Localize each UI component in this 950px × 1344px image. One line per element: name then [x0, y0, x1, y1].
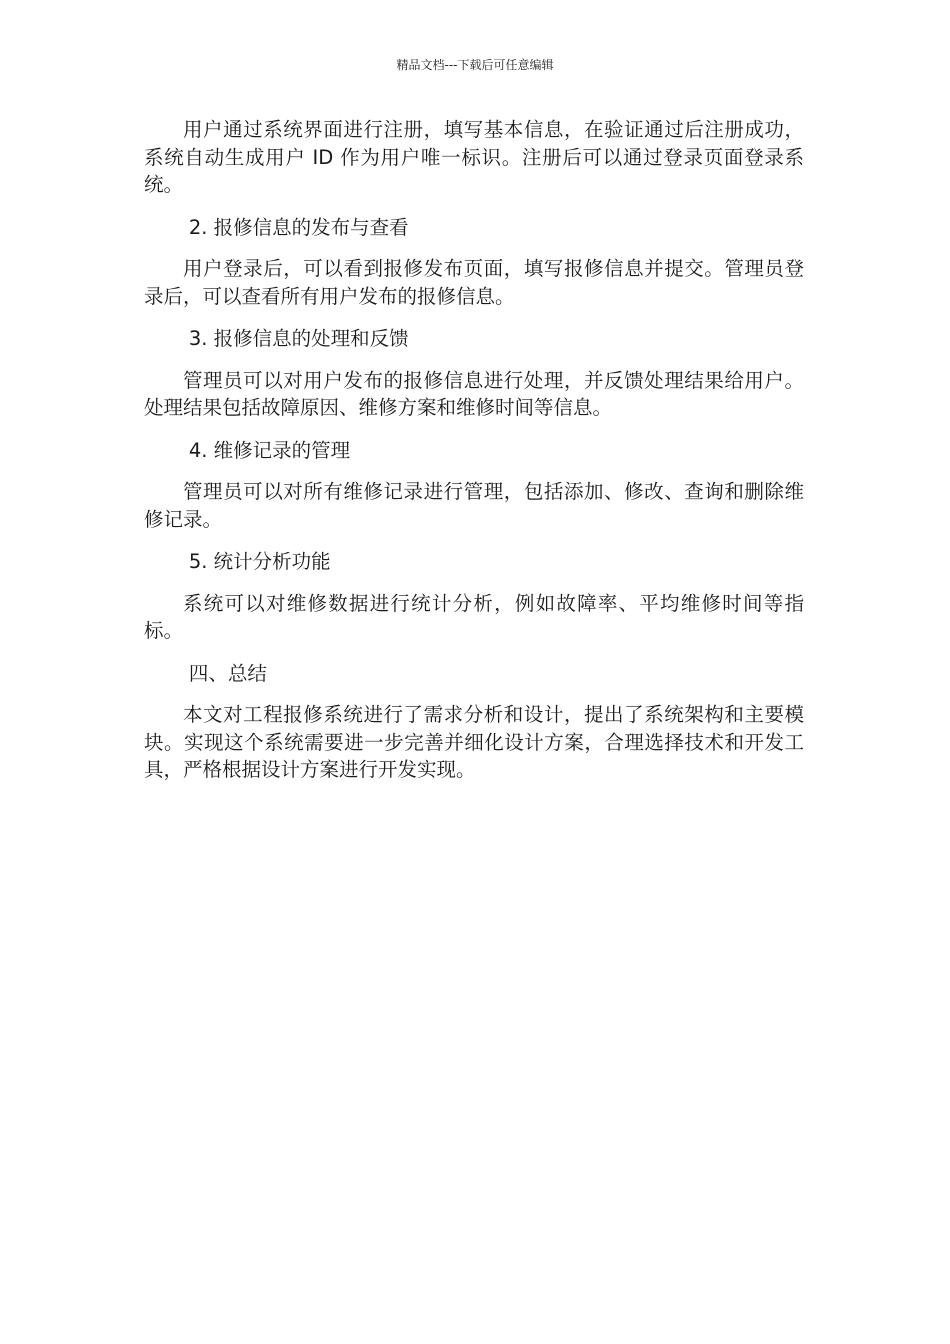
section-heading-summary: 四、总结: [188, 661, 267, 685]
section-heading-repair-publish: 2. 报修信息的发布与查看: [188, 215, 409, 239]
paragraph-registration: 用户通过系统界面进行注册，填写基本信息，在验证通过后注册成功，系统自动生成用户 ID 作为用户唯一标识。注册后可以通过登录页面登录系统。: [144, 118, 804, 196]
page-header: 精品文档---下载后可任意编辑: [396, 58, 554, 72]
section-heading-maintenance-records: 4. 维修记录的管理: [188, 438, 351, 462]
paragraph-summary: 本文对工程报修系统进行了需求分析和设计，提出了系统架构和主要模块。实现这个系统需要进一步完善并细化设计方案，合理选择技术和开发工具，严格根据设计方案进行开发实现。: [144, 703, 804, 781]
paragraph-maintenance-records: 管理员可以对所有维修记录进行管理，包括添加、修改、查询和删除维修记录。: [144, 480, 804, 531]
section-heading-repair-handling: 3. 报修信息的处理和反馈: [188, 327, 409, 350]
paragraph-repair-publish: 用户登录后，可以看到报修发布页面，填写报修信息并提交。管理员登录后，可以查看所有用户发布的报修信息。: [144, 257, 804, 308]
paragraph-statistics: 系统可以对维修数据进行统计分析，例如故障率、平均维修时间等指标。: [144, 591, 804, 642]
paragraph-repair-handling: 管理员可以对用户发布的报修信息进行处理，并反馈处理结果给用户。处理结果包括故障原因、维修方案和维修时间等信息。: [144, 368, 804, 419]
document-body: [144, 116, 804, 799]
section-heading-statistics: 5. 统计分析功能: [188, 550, 331, 573]
